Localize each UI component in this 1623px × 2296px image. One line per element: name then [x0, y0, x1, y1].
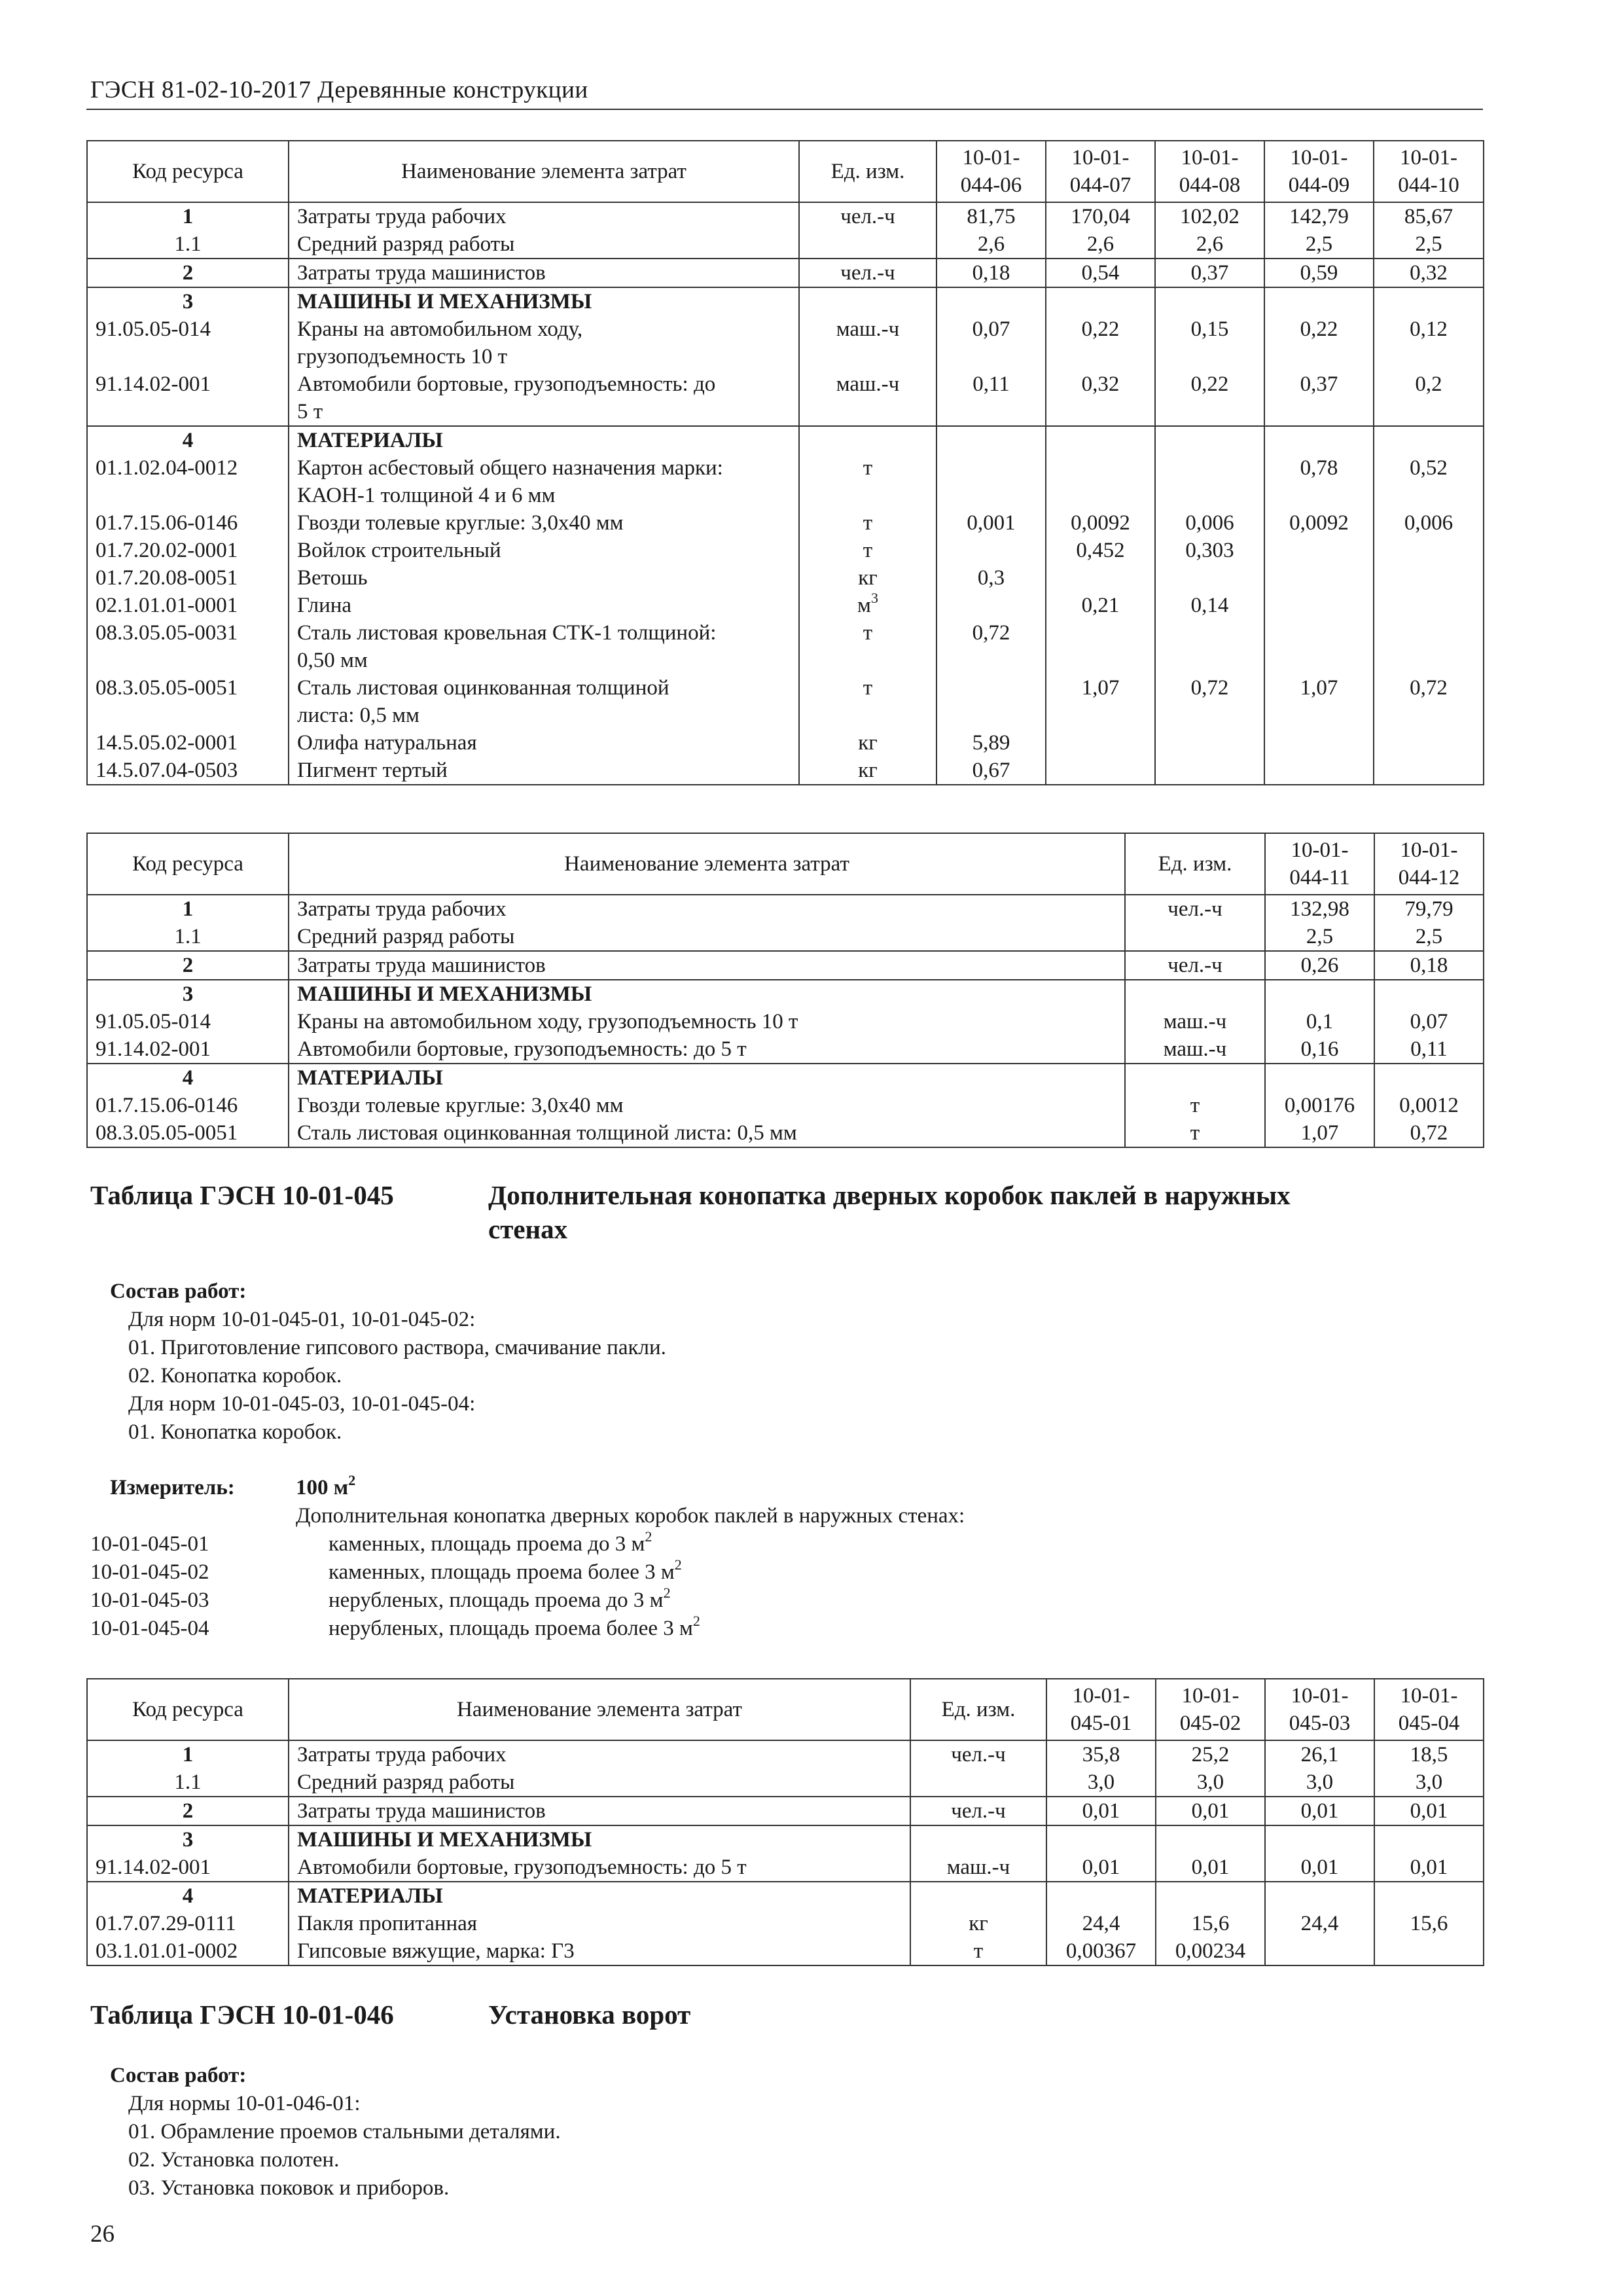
value-cell: 0,2: [1374, 370, 1484, 426]
resource-code: 2: [87, 1797, 289, 1825]
value-cell: 132,98: [1265, 895, 1374, 923]
value-cell: [1155, 729, 1264, 757]
unit: т: [1125, 1119, 1265, 1147]
col-norm-header: 10-01- 045-01: [1046, 1679, 1156, 1740]
resource-code: 3: [87, 287, 289, 315]
resource-code: 3: [87, 1825, 289, 1854]
value-cell: 0,0012: [1374, 1092, 1484, 1119]
value-cell: [1264, 619, 1374, 674]
resource-code: 91.14.02-001: [87, 1035, 289, 1064]
cost-element-name: Ветошь: [289, 564, 799, 592]
table-row: [87, 895, 1484, 923]
unit: [910, 1768, 1046, 1797]
value-cell: [936, 537, 1046, 564]
value-cell: 0,22: [1155, 370, 1264, 426]
section-row: [87, 287, 1484, 315]
value-cell: 0,72: [1155, 674, 1264, 729]
col-unit-header: Ед. изм.: [910, 1679, 1046, 1740]
value-cell: 0,67: [936, 757, 1046, 785]
value-cell: 18,5: [1374, 1740, 1484, 1768]
resource-code: 91.05.05-014: [87, 1008, 289, 1035]
col-unit-header: Ед. изм.: [799, 141, 936, 202]
resource-code: 1: [87, 202, 289, 230]
cost-element-name: Автомобили бортовые, грузоподъемность: до 5 т: [289, 370, 799, 426]
table-header-row: [87, 141, 1484, 202]
value-cell: 0,00234: [1156, 1937, 1265, 1965]
value-cell: [1374, 564, 1484, 592]
resource-code: 91.14.02-001: [87, 370, 289, 426]
resource-code: 01.1.02.04-0012: [87, 454, 289, 509]
table-row: [87, 259, 1484, 287]
norm-code: 10-01-045-02: [90, 1560, 209, 1584]
resource-code: 01.7.20.02-0001: [87, 537, 289, 564]
cost-element-name: Сталь листовая кровельная СТК-1 толщиной: 0,50 мм: [289, 619, 799, 674]
value-cell: 3,0: [1046, 1768, 1156, 1797]
value-cell: 0,01: [1374, 1797, 1484, 1825]
col-norm-header: 10-01- 044-12: [1374, 833, 1484, 895]
value-cell: [1264, 592, 1374, 619]
value-cell: [1155, 619, 1264, 674]
value-cell: 0,15: [1155, 315, 1264, 370]
table-row: [87, 951, 1484, 980]
value-cell: 0,006: [1155, 509, 1264, 537]
value-cell: 0,0092: [1264, 509, 1374, 537]
table-row: [87, 537, 1484, 564]
unit: $м^3$: [799, 592, 936, 619]
norm-table-10-01-044-b: [86, 833, 1484, 1148]
table-row: [87, 1119, 1484, 1147]
unit: маш.-ч: [1125, 1035, 1265, 1064]
norm-description: нерубленых, площадь проема более 3 $м^2$: [329, 1613, 700, 1640]
unit: чел.-ч: [799, 259, 936, 287]
value-cell: 15,6: [1374, 1910, 1484, 1937]
value-cell: 15,6: [1156, 1910, 1265, 1937]
section-title: МАТЕРИАЛЫ: [289, 1882, 910, 1910]
unit: т: [799, 619, 936, 674]
table-title-text: Дополнительная конопатка дверных коробок паклей в наружных стенах: [488, 1180, 1291, 1244]
resource-code: 02.1.01.01-0001: [87, 592, 289, 619]
unit: кг: [799, 564, 936, 592]
table-row: [87, 1035, 1484, 1064]
table-header-row: [87, 833, 1484, 895]
value-cell: 1,07: [1265, 1119, 1374, 1147]
value-cell: 0,303: [1155, 537, 1264, 564]
unit: [1125, 923, 1265, 951]
cost-element-name: Затраты труда машинистов: [289, 259, 799, 287]
value-cell: 0,14: [1155, 592, 1264, 619]
unit: [799, 230, 936, 259]
value-cell: [1374, 729, 1484, 757]
value-cell: [936, 454, 1046, 509]
cost-element-name: Гвозди толевые круглые: 3,0х40 мм: [289, 1092, 1125, 1119]
cost-element-name: Краны на автомобильном ходу, грузоподъемность 10 т: [289, 1008, 1125, 1035]
composition-label: Состав работ:: [110, 2064, 247, 2087]
value-cell: [1374, 757, 1484, 785]
value-cell: 0,01: [1265, 1797, 1374, 1825]
cost-element-name: Краны на автомобильном ходу, грузоподъемность 10 т: [289, 315, 799, 370]
cost-element-name: Автомобили бортовые, грузоподъемность: до 5 т: [289, 1035, 1125, 1064]
table-row: [87, 230, 1484, 259]
norm-table-10-01-044-a: [86, 140, 1484, 785]
unit: чел.-ч: [910, 1740, 1046, 1768]
cost-element-name: Сталь листовая оцинкованная толщиной листа: 0,5 мм: [289, 1119, 1125, 1147]
resource-code: 08.3.05.05-0031: [87, 619, 289, 674]
col-norm-header: 10-01- 044-08: [1155, 141, 1264, 202]
value-cell: 0,006: [1374, 509, 1484, 537]
table-row: [87, 1854, 1484, 1882]
value-cell: 2,6: [936, 230, 1046, 259]
value-cell: 0,37: [1264, 370, 1374, 426]
norm-code: 10-01-045-01: [90, 1532, 209, 1556]
value-cell: 0,18: [936, 259, 1046, 287]
table-row: [87, 315, 1484, 370]
value-cell: 85,67: [1374, 202, 1484, 230]
value-cell: 2,6: [1046, 230, 1155, 259]
value-cell: 0,72: [1374, 1119, 1484, 1147]
table-row: [87, 1797, 1484, 1825]
col-norm-header: 10-01- 045-03: [1265, 1679, 1374, 1740]
value-cell: 0,1: [1265, 1008, 1374, 1035]
list-item: 01. Конопатка коробок.: [128, 1420, 342, 1444]
resource-code: 4: [87, 1064, 289, 1092]
value-cell: 0,001: [936, 509, 1046, 537]
norm-description-list: [329, 1530, 700, 1643]
cost-element-name: Средний разряд работы: [289, 1768, 910, 1797]
list-item: Для нормы 10-01-046-01:: [128, 2092, 361, 2115]
cost-element-name: Олифа натуральная: [289, 729, 799, 757]
resource-code: 1.1: [87, 923, 289, 951]
resource-code: 4: [87, 1882, 289, 1910]
table-row: [87, 619, 1484, 674]
value-cell: 0,72: [1374, 674, 1484, 729]
cost-element-name: Средний разряд работы: [289, 923, 1125, 951]
col-code-header: Код ресурса: [87, 141, 289, 202]
section-row: [87, 1825, 1484, 1854]
col-norm-header: 10-01- 044-11: [1265, 833, 1374, 895]
unit: маш.-ч: [910, 1854, 1046, 1882]
table-row: [87, 509, 1484, 537]
cost-element-name: Средний разряд работы: [289, 230, 799, 259]
value-cell: [1264, 564, 1374, 592]
cost-element-name: Войлок строительный: [289, 537, 799, 564]
resource-code: 14.5.05.02-0001: [87, 729, 289, 757]
unit: кг: [799, 729, 936, 757]
resource-code: 2: [87, 951, 289, 980]
table-row: [87, 1937, 1484, 1965]
value-cell: 0,452: [1046, 537, 1155, 564]
value-cell: 0,07: [1374, 1008, 1484, 1035]
col-norm-header: 10-01- 044-10: [1374, 141, 1484, 202]
value-cell: 0,32: [1374, 259, 1484, 287]
cost-element-name: Затраты труда рабочих: [289, 895, 1125, 923]
section-row: [87, 1882, 1484, 1910]
value-cell: [1264, 729, 1374, 757]
value-cell: [1046, 729, 1155, 757]
table-row: [87, 454, 1484, 509]
value-cell: 5,89: [936, 729, 1046, 757]
value-cell: 79,79: [1374, 895, 1484, 923]
unit: т: [910, 1937, 1046, 1965]
norm-code: 10-01-045-04: [90, 1617, 209, 1640]
resource-code: 08.3.05.05-0051: [87, 1119, 289, 1147]
cost-element-name: Пакля пропитанная: [289, 1910, 910, 1937]
col-norm-header: 10-01- 044-07: [1046, 141, 1155, 202]
table-row: [87, 757, 1484, 785]
table-row: [87, 729, 1484, 757]
value-cell: 0,01: [1046, 1854, 1156, 1882]
section-row: [87, 980, 1484, 1008]
resource-code: 14.5.07.04-0503: [87, 757, 289, 785]
unit: чел.-ч: [1125, 951, 1265, 980]
value-cell: [936, 674, 1046, 729]
col-name-header: Наименование элемента затрат: [289, 1679, 910, 1740]
list-item: 02. Установка полотен.: [128, 2148, 340, 2172]
composition-label: Состав работ:: [110, 1280, 247, 1303]
unit: маш.-ч: [799, 370, 936, 426]
table-header-row: [87, 1679, 1484, 1740]
norm-code: 10-01-045-03: [90, 1588, 209, 1612]
list-item: 02. Конопатка коробок.: [128, 1364, 342, 1388]
col-norm-header: 10-01- 044-09: [1264, 141, 1374, 202]
meter-value: 100 $м^2$: [296, 1472, 356, 1499]
value-cell: 2,5: [1264, 230, 1374, 259]
resource-code: 91.05.05-014: [87, 315, 289, 370]
value-cell: 0,00367: [1046, 1937, 1156, 1965]
value-cell: 1,07: [1264, 674, 1374, 729]
value-cell: 81,75: [936, 202, 1046, 230]
value-cell: 0,22: [1264, 315, 1374, 370]
cost-element-name: Гвозди толевые круглые: 3,0х40 мм: [289, 509, 799, 537]
value-cell: [1046, 619, 1155, 674]
value-cell: 0,16: [1265, 1035, 1374, 1064]
norm-description: каменных, площадь проема более 3 $м^2$: [329, 1556, 682, 1584]
unit: чел.-ч: [1125, 895, 1265, 923]
resource-code: 1.1: [87, 230, 289, 259]
value-cell: 0,32: [1046, 370, 1155, 426]
value-cell: 3,0: [1374, 1768, 1484, 1797]
section-title: МАШИНЫ И МЕХАНИЗМЫ: [289, 287, 799, 315]
value-cell: 2,5: [1374, 230, 1484, 259]
value-cell: [1265, 1937, 1374, 1965]
unit: т: [799, 509, 936, 537]
col-norm-header: 10-01- 045-02: [1156, 1679, 1265, 1740]
value-cell: 3,0: [1265, 1768, 1374, 1797]
list-item: 01. Обрамление проемов стальными деталями.: [128, 2120, 561, 2144]
value-cell: 24,4: [1046, 1910, 1156, 1937]
running-header: ГЭСН 81-02-10-2017 Деревянные конструкции: [90, 77, 588, 103]
value-cell: [1155, 757, 1264, 785]
value-cell: 0,59: [1264, 259, 1374, 287]
value-cell: 0,37: [1155, 259, 1264, 287]
value-cell: [1155, 454, 1264, 509]
table-row: [87, 592, 1484, 619]
value-cell: 0,01: [1156, 1854, 1265, 1882]
resource-code: 1.1: [87, 1768, 289, 1797]
section-title: МАШИНЫ И МЕХАНИЗМЫ: [289, 980, 1125, 1008]
col-name-header: Наименование элемента затрат: [289, 141, 799, 202]
value-cell: 35,8: [1046, 1740, 1156, 1768]
unit: маш.-ч: [799, 315, 936, 370]
table-row: [87, 1910, 1484, 1937]
value-cell: 0,01: [1046, 1797, 1156, 1825]
table-row: [87, 202, 1484, 230]
unit: маш.-ч: [1125, 1008, 1265, 1035]
value-cell: 0,00176: [1265, 1092, 1374, 1119]
list-item: Для норм 10-01-045-03, 10-01-045-04:: [128, 1392, 476, 1416]
cost-element-name: Глина: [289, 592, 799, 619]
unit: т: [799, 537, 936, 564]
composition-list: [128, 1306, 666, 1446]
table-row: [87, 1740, 1484, 1768]
resource-code: 3: [87, 980, 289, 1008]
value-cell: [1374, 537, 1484, 564]
table-row: [87, 1008, 1484, 1035]
col-code-header: Код ресурса: [87, 833, 289, 895]
cost-element-name: Картон асбестовый общего назначения марки: КАОН-1 толщиной 4 и 6 мм: [289, 454, 799, 509]
value-cell: 3,0: [1156, 1768, 1265, 1797]
cost-element-name: Гипсовые вяжущие, марка: Г3: [289, 1937, 910, 1965]
list-item: Для норм 10-01-045-01, 10-01-045-02:: [128, 1308, 476, 1331]
cost-element-name: Затраты труда машинистов: [289, 951, 1125, 980]
resource-code: 01.7.15.06-0146: [87, 509, 289, 537]
unit: чел.-ч: [799, 202, 936, 230]
section-title: МАШИНЫ И МЕХАНИЗМЫ: [289, 1825, 910, 1854]
value-cell: 0,26: [1265, 951, 1374, 980]
norm-description: нерубленых, площадь проема до 3 $м^2$: [329, 1585, 671, 1612]
composition-list: [128, 2090, 561, 2202]
value-cell: 170,04: [1046, 202, 1155, 230]
col-norm-header: 10-01- 044-06: [936, 141, 1046, 202]
value-cell: [1046, 454, 1155, 509]
resource-code: 03.1.01.01-0002: [87, 1937, 289, 1965]
unit: чел.-ч: [910, 1797, 1046, 1825]
table-row: [87, 370, 1484, 426]
value-cell: 0,52: [1374, 454, 1484, 509]
resource-code: 08.3.05.05-0051: [87, 674, 289, 729]
unit: т: [799, 674, 936, 729]
table-title-number: Таблица ГЭСН 10-01-045: [90, 1180, 394, 1210]
value-cell: [1374, 592, 1484, 619]
value-cell: 0,22: [1046, 315, 1155, 370]
norm-description: каменных, площадь проема до 3 $м^2$: [329, 1528, 652, 1556]
value-cell: 0,3: [936, 564, 1046, 592]
table-row: [87, 1092, 1484, 1119]
meter-description: Дополнительная конопатка дверных коробок паклей в наружных стенах:: [296, 1504, 965, 1528]
value-cell: [1374, 1937, 1484, 1965]
resource-code: 01.7.15.06-0146: [87, 1092, 289, 1119]
value-cell: 24,4: [1265, 1910, 1374, 1937]
list-item: 01. Приготовление гипсового раствора, смачивание пакли.: [128, 1336, 666, 1359]
meter-label: Измеритель:: [110, 1476, 235, 1499]
table-row: [87, 923, 1484, 951]
cost-element-name: Пигмент тертый: [289, 757, 799, 785]
table-title-number: Таблица ГЭСН 10-01-046: [90, 2000, 394, 2030]
section-title: МАТЕРИАЛЫ: [289, 1064, 1125, 1092]
value-cell: 0,01: [1265, 1854, 1374, 1882]
cost-element-name: Затраты труда машинистов: [289, 1797, 910, 1825]
table-row: [87, 1768, 1484, 1797]
value-cell: 142,79: [1264, 202, 1374, 230]
value-cell: 1,07: [1046, 674, 1155, 729]
col-code-header: Код ресурса: [87, 1679, 289, 1740]
value-cell: 2,5: [1374, 923, 1484, 951]
unit: т: [799, 454, 936, 509]
value-cell: [1264, 537, 1374, 564]
norm-code-list: [90, 1530, 209, 1643]
header-rule: [86, 109, 1483, 110]
value-cell: 0,01: [1156, 1797, 1265, 1825]
resource-code: 1: [87, 1740, 289, 1768]
value-cell: [1046, 757, 1155, 785]
value-cell: 26,1: [1265, 1740, 1374, 1768]
resource-code: 01.7.07.29-0111: [87, 1910, 289, 1937]
value-cell: [1374, 619, 1484, 674]
value-cell: 0,11: [936, 370, 1046, 426]
value-cell: [1264, 757, 1374, 785]
list-item: 03. Установка поковок и приборов.: [128, 2176, 450, 2200]
table-row: [87, 674, 1484, 729]
value-cell: 0,12: [1374, 315, 1484, 370]
resource-code: 2: [87, 259, 289, 287]
value-cell: 2,5: [1265, 923, 1374, 951]
resource-code: 01.7.20.08-0051: [87, 564, 289, 592]
norm-table-10-01-045: [86, 1678, 1484, 1966]
section-row: [87, 1064, 1484, 1092]
value-cell: 0,54: [1046, 259, 1155, 287]
cost-element-name: Затраты труда рабочих: [289, 1740, 910, 1768]
unit: кг: [799, 757, 936, 785]
unit: т: [1125, 1092, 1265, 1119]
value-cell: 102,02: [1155, 202, 1264, 230]
value-cell: 0,11: [1374, 1035, 1484, 1064]
value-cell: [1155, 564, 1264, 592]
value-cell: 0,21: [1046, 592, 1155, 619]
cost-element-name: Автомобили бортовые, грузоподъемность: до 5 т: [289, 1854, 910, 1882]
value-cell: 0,0092: [1046, 509, 1155, 537]
resource-code: 91.14.02-001: [87, 1854, 289, 1882]
page-number: 26: [90, 2221, 115, 2248]
col-name-header: Наименование элемента затрат: [289, 833, 1125, 895]
value-cell: 0,18: [1374, 951, 1484, 980]
value-cell: [1046, 564, 1155, 592]
table-row: [87, 564, 1484, 592]
unit: кг: [910, 1910, 1046, 1937]
value-cell: 0,78: [1264, 454, 1374, 509]
value-cell: [936, 592, 1046, 619]
section-row: [87, 426, 1484, 454]
col-norm-header: 10-01- 045-04: [1374, 1679, 1484, 1740]
value-cell: 2,6: [1155, 230, 1264, 259]
cost-element-name: Сталь листовая оцинкованная толщиной листа: 0,5 мм: [289, 674, 799, 729]
cost-element-name: Затраты труда рабочих: [289, 202, 799, 230]
value-cell: 0,72: [936, 619, 1046, 674]
value-cell: 0,07: [936, 315, 1046, 370]
value-cell: 0,01: [1374, 1854, 1484, 1882]
col-unit-header: Ед. изм.: [1125, 833, 1265, 895]
resource-code: 4: [87, 426, 289, 454]
table-title-text: Установка ворот: [488, 2000, 691, 2030]
value-cell: 25,2: [1156, 1740, 1265, 1768]
section-title: МАТЕРИАЛЫ: [289, 426, 799, 454]
resource-code: 1: [87, 895, 289, 923]
